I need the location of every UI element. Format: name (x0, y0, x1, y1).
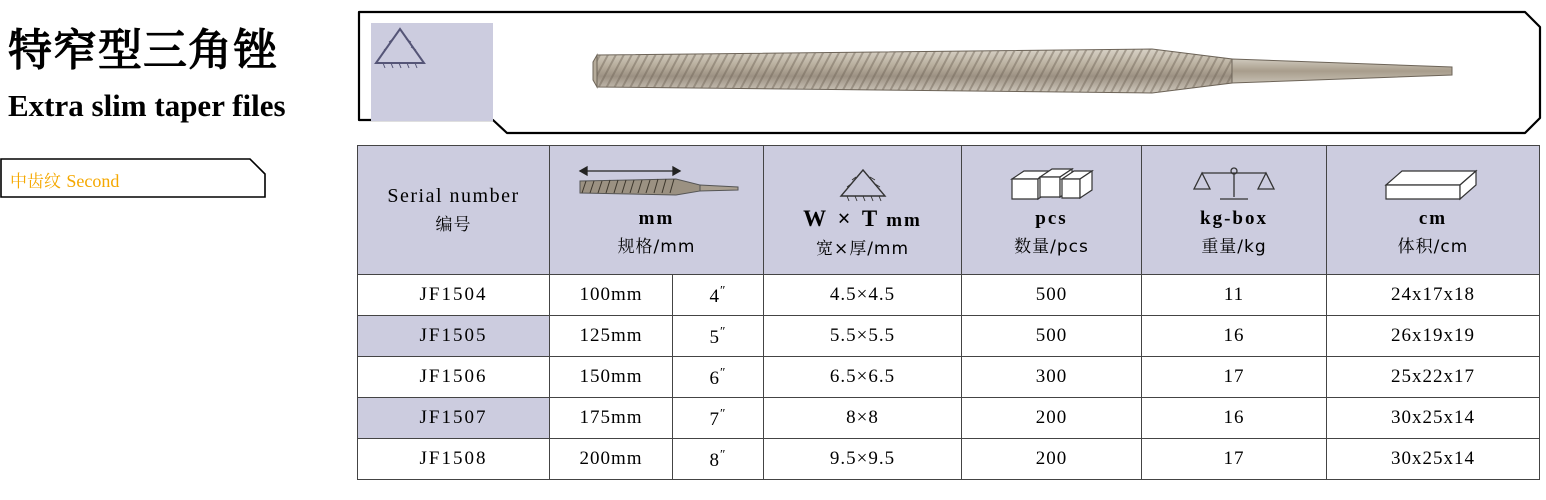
header-wt-en: W × T (803, 205, 881, 231)
table-header (358, 146, 1540, 275)
cut-grade-tag (0, 158, 266, 198)
cell-size-mm: 200mm (550, 439, 673, 480)
cell-wt: 5.5×5.5 (764, 316, 962, 357)
carton-icon (1378, 164, 1488, 206)
cell-size-inch: 7″ (673, 398, 764, 439)
header-weight-en: kg-box (1200, 207, 1268, 229)
cell-size-mm: 100mm (550, 275, 673, 316)
table-header-row (358, 146, 1540, 275)
cell-serial (358, 357, 550, 398)
file-length-icon (572, 164, 742, 206)
cell-volume: 26x19x19 (1327, 316, 1540, 357)
header-volume-cn: 体积/cm (1397, 236, 1469, 257)
header-volume (1327, 146, 1540, 275)
inch-value: 8 (709, 449, 721, 471)
cell-weight: 11 (1142, 275, 1327, 316)
cut-grade-cn: 中齿纹 (10, 172, 61, 192)
table-row (358, 357, 1540, 398)
title-panel (0, 0, 352, 500)
header-quantity (962, 146, 1142, 275)
header-wt-unit: mm (886, 209, 922, 231)
header-serial-en: Serial number (387, 185, 520, 207)
cell-wt: 8×8 (764, 398, 962, 439)
cell-size-inch: 5″ (673, 316, 764, 357)
cell-size-mm: 175mm (550, 398, 673, 439)
cell-volume: 25x22x17 (1327, 357, 1540, 398)
cell-volume: 30x25x14 (1327, 398, 1540, 439)
specification-table (357, 145, 1540, 480)
inch-value: 7 (709, 408, 721, 430)
header-weight (1142, 146, 1327, 275)
cell-volume: 30x25x14 (1327, 439, 1540, 480)
triangle-section-icon (823, 162, 903, 204)
inch-value: 4 (709, 285, 721, 307)
cell-size-inch: 4″ (673, 275, 764, 316)
table-row (358, 316, 1540, 357)
banner-icon-cell (371, 23, 493, 121)
triangle-file-cross-section-icon (371, 23, 429, 71)
serial-value: JF1505 (419, 325, 488, 346)
scale-icon (1192, 164, 1276, 206)
serial-value: JF1507 (419, 407, 488, 428)
header-size-unit: mm (638, 207, 675, 229)
cut-grade-tag-label (10, 167, 119, 192)
cell-serial (358, 275, 550, 316)
cell-size-mm: 125mm (550, 316, 673, 357)
product-banner (357, 10, 1542, 135)
header-serial-number (358, 146, 550, 275)
cell-wt: 4.5×4.5 (764, 275, 962, 316)
cell-qty: 500 (962, 275, 1142, 316)
cell-size-inch: 6″ (673, 357, 764, 398)
cell-qty: 200 (962, 398, 1142, 439)
page-title-cn: 特窄型三角锉 (8, 25, 278, 76)
inch-value: 5 (709, 326, 721, 348)
cell-serial (358, 439, 550, 480)
table-row (358, 439, 1540, 480)
cell-weight: 16 (1142, 398, 1327, 439)
cell-weight: 17 (1142, 357, 1327, 398)
header-size (550, 146, 764, 275)
cell-volume: 24x17x18 (1327, 275, 1540, 316)
extra-slim-taper-file-illustration (592, 38, 1492, 108)
boxes-icon (1006, 164, 1098, 206)
cell-weight: 16 (1142, 316, 1327, 357)
serial-value: JF1506 (419, 366, 488, 387)
serial-value: JF1504 (419, 284, 488, 305)
header-size-cn: 规格/mm (617, 236, 696, 257)
cell-qty: 500 (962, 316, 1142, 357)
cell-wt: 6.5×6.5 (764, 357, 962, 398)
serial-value: JF1508 (419, 448, 488, 469)
cell-qty: 200 (962, 439, 1142, 480)
cell-serial (358, 398, 550, 439)
header-qty-unit: pcs (1035, 207, 1068, 229)
header-weight-cn: 重量/kg (1201, 236, 1267, 257)
cut-grade-en: Second (66, 171, 120, 191)
cell-wt: 9.5×9.5 (764, 439, 962, 480)
header-serial-cn: 编号 (435, 215, 472, 235)
header-wt-cn: 宽×厚/mm (815, 238, 910, 259)
table-row (358, 275, 1540, 316)
cell-size-mm: 150mm (550, 357, 673, 398)
header-qty-cn: 数量/pcs (1014, 236, 1089, 257)
cell-weight: 17 (1142, 439, 1327, 480)
cell-qty: 300 (962, 357, 1142, 398)
table-row (358, 398, 1540, 439)
inch-value: 6 (709, 367, 721, 389)
header-volume-unit: cm (1418, 207, 1448, 229)
page-title-en: Extra slim taper files (8, 88, 286, 123)
cell-size-inch: 8″ (673, 439, 764, 480)
table-body (358, 275, 1540, 480)
cell-serial (358, 316, 550, 357)
header-width-thickness (764, 146, 962, 275)
